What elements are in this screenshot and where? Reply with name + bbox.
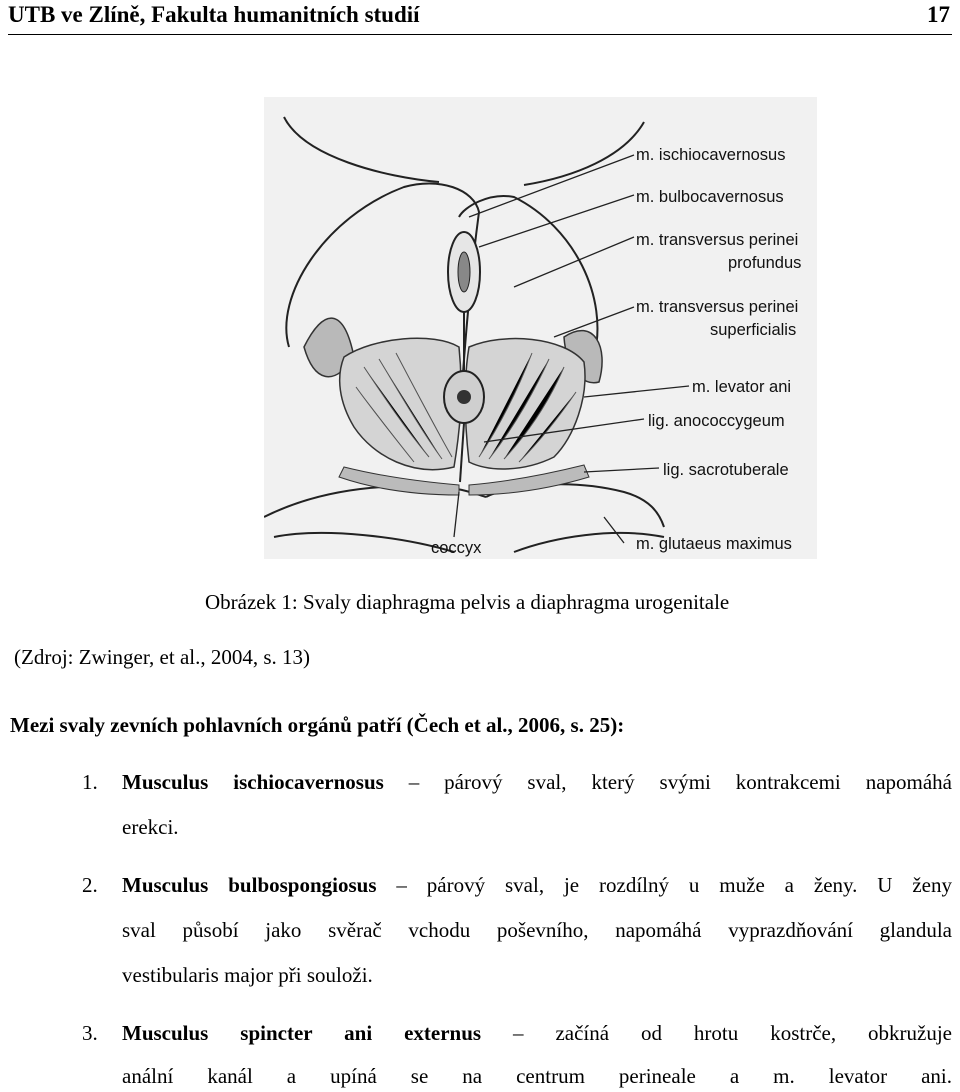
label-bulbocavernosus: m. bulbocavernosus [636, 188, 784, 206]
list-number: 1. [82, 770, 98, 794]
figure-caption: Obrázek 1: Svaly diaphragma pelvis a diaphragma urogenitale [205, 590, 730, 614]
item-text: – párový sval, který svými kontrakcemi napomáhá [383, 770, 952, 794]
label-transversus-superficialis-2: superficialis [710, 321, 797, 339]
label-ischiocavernosus: m. ischiocavernosus [636, 146, 786, 164]
label-anococcygeum: lig. anococcygeum [648, 412, 785, 430]
header-title: UTB ve Zlíně, Fakulta humanitních studií [8, 2, 420, 27]
item-line [122, 770, 952, 795]
item-text: erekci. [122, 815, 179, 839]
item-term: Musculus ischiocavernosus [122, 770, 384, 794]
label-transversus-profundus-2: profundus [728, 254, 802, 272]
item-text: – párový sval, je rozdílný u muže a ženy. U ženy [376, 873, 952, 897]
list-number: 2. [82, 873, 98, 897]
label-coccyx: coccyx [431, 539, 482, 557]
list-number: 3. [82, 1021, 98, 1045]
figure-source: (Zdroj: Zwinger, et al., 2004, s. 13) [14, 645, 311, 669]
page-number: 17 [927, 2, 950, 27]
label-sacrotuberale: lig. sacrotuberale [663, 461, 789, 479]
thigh-outline-right [524, 122, 644, 185]
item-text: – začíná od hrotu kostrče, obkružuje [481, 1021, 952, 1045]
item-text: vestibularis major při souloži. [122, 963, 373, 987]
pelvic-floor-illustration [264, 97, 817, 559]
intro-paragraph: Mezi svaly zevních pohlavních orgánů patří (Čech et al., 2006, s. 25): [10, 713, 625, 737]
item-line [122, 1021, 952, 1046]
label-transversus-superficialis-1: m. transversus perinei [636, 298, 799, 316]
item-term: Musculus spincter ani externus [122, 1021, 482, 1045]
label-glutaeus: m. glutaeus maximus [636, 535, 792, 553]
item-text: sval působí jako svěrač vchodu poševního, napomáhá vyprazdňování glandula [122, 918, 952, 942]
item-line [122, 873, 952, 898]
page-header [8, 0, 952, 35]
item-text: anální kanál a upíná se na centrum perineale a m. levator ani. [122, 1064, 952, 1088]
item-term: Musculus bulbospongiosus [122, 873, 377, 897]
label-levator-ani: m. levator ani [692, 378, 792, 396]
thigh-outline-left [284, 117, 439, 182]
label-transversus-profundus-1: m. transversus perinei [636, 231, 799, 249]
anatomy-figure [264, 97, 817, 559]
